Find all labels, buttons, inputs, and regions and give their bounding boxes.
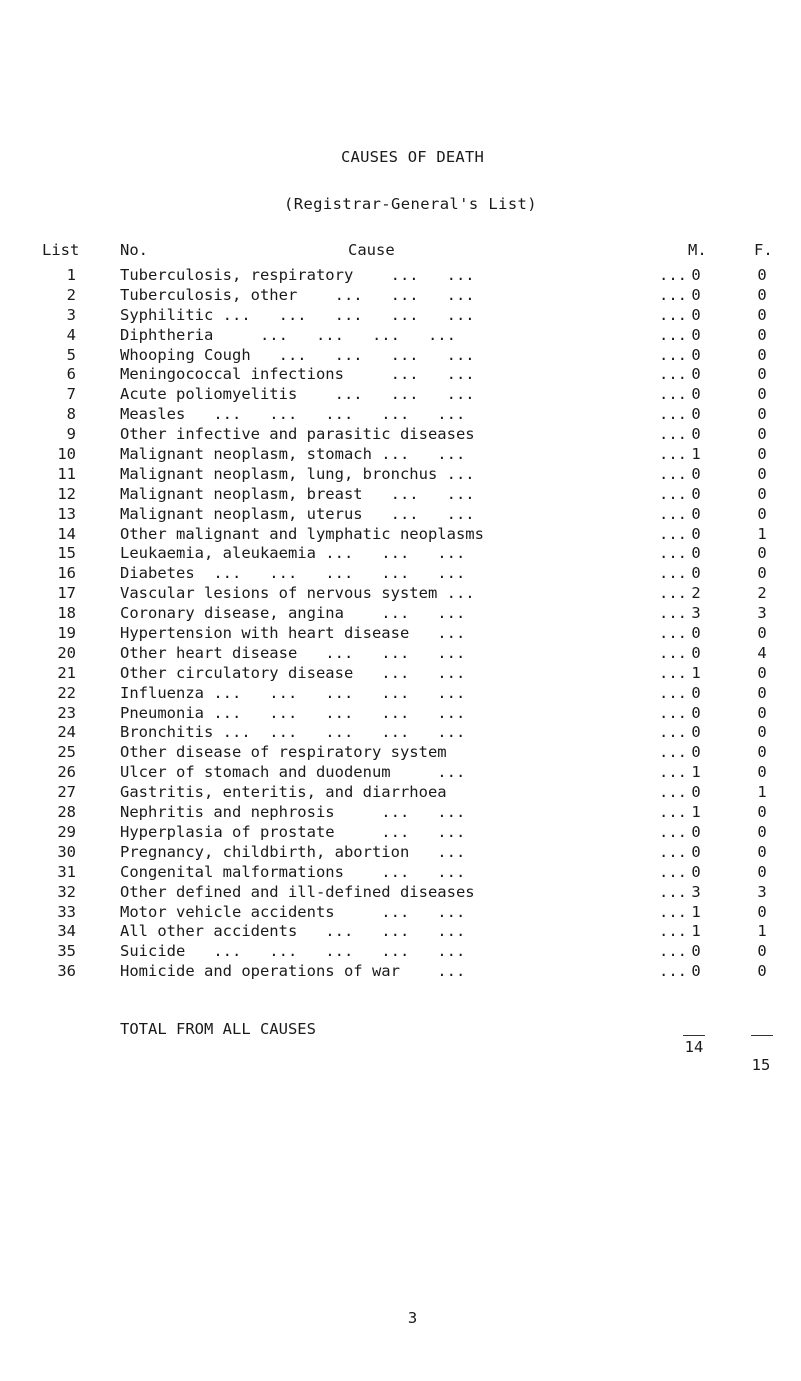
row-leader-dots: ... (659, 405, 687, 424)
table-row (0, 346, 801, 366)
total-male-underline (683, 1035, 705, 1036)
row-male-count: 0 (691, 643, 701, 662)
row-leader-dots: ... (659, 922, 687, 941)
row-leader-dots: ... (659, 504, 687, 523)
row-leader-dots: ... (659, 445, 687, 464)
row-cause: All other accidents ... ... ... (120, 922, 466, 941)
row-male-count: 3 (691, 882, 701, 901)
row-leader-dots: ... (659, 266, 687, 284)
total-female: 15 (751, 1056, 771, 1074)
row-female-count: 0 (757, 266, 767, 284)
row-male-count: 3 (691, 604, 701, 623)
row-female-count: 0 (757, 484, 767, 503)
row-leader-dots: ... (659, 624, 687, 643)
row-list-number: 10 (57, 445, 76, 464)
row-leader-dots: ... (659, 285, 687, 304)
row-male-count: 0 (691, 723, 701, 742)
row-leader-dots: ... (659, 803, 687, 822)
row-female-count: 0 (757, 504, 767, 523)
row-male-count: 0 (691, 266, 701, 284)
row-male-count: 0 (691, 425, 701, 444)
row-female-count: 0 (757, 683, 767, 702)
total-male: 14 (684, 1038, 704, 1056)
row-male-count: 1 (691, 763, 701, 782)
table-row (0, 843, 801, 863)
row-male-count: 0 (691, 942, 701, 961)
row-cause: Ulcer of stomach and duodenum ... (120, 763, 466, 782)
row-cause: Malignant neoplasm, breast ... ... (120, 484, 475, 503)
table-row (0, 604, 801, 624)
row-female-count: 1 (757, 524, 767, 543)
row-cause: Pregnancy, childbirth, abortion ... (120, 842, 466, 861)
row-female-count: 0 (757, 663, 767, 682)
row-male-count: 0 (691, 484, 701, 503)
row-male-count: 0 (691, 405, 701, 424)
table-row (0, 266, 801, 286)
header-list: List (42, 241, 80, 259)
table-row (0, 405, 801, 425)
row-leader-dots: ... (659, 425, 687, 444)
table-row (0, 883, 801, 903)
row-list-number: 29 (57, 822, 76, 841)
header-female: F. (754, 241, 773, 259)
row-female-count: 3 (757, 604, 767, 623)
table-row (0, 723, 801, 743)
row-female-count: 0 (757, 624, 767, 643)
row-cause: Other malignant and lymphatic neoplasms (120, 524, 484, 543)
row-male-count: 0 (691, 962, 701, 981)
row-list-number: 18 (57, 604, 76, 623)
table-row (0, 525, 801, 545)
row-leader-dots: ... (659, 763, 687, 782)
row-cause: Hyperplasia of prostate ... ... (120, 822, 466, 841)
row-leader-dots: ... (659, 584, 687, 603)
row-leader-dots: ... (659, 544, 687, 563)
row-female-count: 0 (757, 305, 767, 324)
table-row (0, 803, 801, 823)
header-no: No. (120, 241, 148, 259)
row-cause: Measles ... ... ... ... ... (120, 405, 466, 424)
row-female-count: 0 (757, 385, 767, 404)
row-female-count: 0 (757, 564, 767, 583)
row-male-count: 0 (691, 305, 701, 324)
table-row (0, 465, 801, 485)
row-leader-dots: ... (659, 962, 687, 981)
row-list-number: 6 (66, 365, 76, 384)
row-female-count: 1 (757, 783, 767, 802)
row-cause: Leukaemia, aleukaemia ... ... ... (120, 544, 466, 563)
row-female-count: 0 (757, 842, 767, 861)
row-list-number: 22 (57, 683, 76, 702)
row-list-number: 7 (66, 385, 76, 404)
row-cause: Acute poliomyelitis ... ... ... (120, 385, 475, 404)
row-cause: Pneumonia ... ... ... ... ... (120, 703, 466, 722)
row-leader-dots: ... (659, 822, 687, 841)
row-female-count: 0 (757, 365, 767, 384)
table-row (0, 365, 801, 385)
table-row (0, 942, 801, 962)
row-leader-dots: ... (659, 902, 687, 921)
row-male-count: 0 (691, 783, 701, 802)
table-row (0, 763, 801, 783)
row-female-count: 0 (757, 464, 767, 483)
row-list-number: 4 (66, 325, 76, 344)
row-male-count: 0 (691, 624, 701, 643)
row-cause: Homicide and operations of war ... (120, 962, 466, 981)
row-list-number: 34 (57, 922, 76, 941)
row-male-count: 0 (691, 464, 701, 483)
row-list-number: 8 (66, 405, 76, 424)
row-female-count: 3 (757, 882, 767, 901)
row-cause: Suicide ... ... ... ... ... (120, 942, 466, 961)
row-female-count: 0 (757, 822, 767, 841)
row-list-number: 31 (57, 862, 76, 881)
table-header (0, 241, 801, 263)
row-male-count: 0 (691, 385, 701, 404)
row-leader-dots: ... (659, 882, 687, 901)
table-row (0, 903, 801, 923)
row-list-number: 12 (57, 484, 76, 503)
table-row (0, 564, 801, 584)
row-leader-dots: ... (659, 604, 687, 623)
row-list-number: 23 (57, 703, 76, 722)
row-leader-dots: ... (659, 464, 687, 483)
row-list-number: 14 (57, 524, 76, 543)
table-row (0, 544, 801, 564)
row-female-count: 0 (757, 425, 767, 444)
row-cause: Other infective and parasitic diseases (120, 425, 475, 444)
row-leader-dots: ... (659, 564, 687, 583)
row-female-count: 0 (757, 803, 767, 822)
row-female-count: 0 (757, 445, 767, 464)
table-row (0, 863, 801, 883)
row-male-count: 1 (691, 922, 701, 941)
row-leader-dots: ... (659, 643, 687, 662)
row-leader-dots: ... (659, 862, 687, 881)
row-male-count: 0 (691, 564, 701, 583)
row-list-number: 33 (57, 902, 76, 921)
row-cause: Gastritis, enteritis, and diarrhoea (120, 783, 447, 802)
page-subtitle: (Registrar-General's List) (283, 195, 538, 213)
row-list-number: 2 (66, 285, 76, 304)
row-cause: Malignant neoplasm, lung, bronchus ... (120, 464, 475, 483)
table-row (0, 664, 801, 684)
row-cause: Bronchitis ... ... ... ... ... (120, 723, 466, 742)
table-row (0, 644, 801, 664)
row-female-count: 0 (757, 962, 767, 981)
row-cause: Influenza ... ... ... ... ... (120, 683, 466, 702)
row-female-count: 0 (757, 325, 767, 344)
row-list-number: 35 (57, 942, 76, 961)
row-cause: Other defined and ill-defined diseases (120, 882, 475, 901)
row-list-number: 5 (66, 345, 76, 364)
row-leader-dots: ... (659, 305, 687, 324)
table-row (0, 326, 801, 346)
row-male-count: 1 (691, 803, 701, 822)
row-cause: Vascular lesions of nervous system ... (120, 584, 475, 603)
row-list-number: 28 (57, 803, 76, 822)
row-list-number: 36 (57, 962, 76, 981)
row-list-number: 15 (57, 544, 76, 563)
row-female-count: 0 (757, 743, 767, 762)
row-cause: Other heart disease ... ... ... (120, 643, 466, 662)
row-male-count: 0 (691, 703, 701, 722)
row-cause: Diphtheria ... ... ... ... (120, 325, 456, 344)
page-title: CAUSES OF DEATH (341, 148, 484, 166)
row-leader-dots: ... (659, 484, 687, 503)
table-row (0, 425, 801, 445)
row-leader-dots: ... (659, 663, 687, 682)
row-male-count: 0 (691, 544, 701, 563)
row-list-number: 13 (57, 504, 76, 523)
row-list-number: 25 (57, 743, 76, 762)
row-male-count: 0 (691, 325, 701, 344)
row-cause: Coronary disease, angina ... ... (120, 604, 466, 623)
page-number: 3 (407, 1309, 418, 1327)
row-male-count: 0 (691, 365, 701, 384)
row-female-count: 0 (757, 723, 767, 742)
row-list-number: 11 (57, 464, 76, 483)
row-cause: Hypertension with heart disease ... (120, 624, 466, 643)
row-leader-dots: ... (659, 703, 687, 722)
row-female-count: 0 (757, 703, 767, 722)
table-row (0, 505, 801, 525)
row-list-number: 3 (66, 305, 76, 324)
row-female-count: 4 (757, 643, 767, 662)
row-female-count: 0 (757, 544, 767, 563)
row-leader-dots: ... (659, 365, 687, 384)
causes-table (0, 266, 801, 982)
header-cause: Cause (348, 241, 395, 259)
row-leader-dots: ... (659, 743, 687, 762)
row-female-count: 0 (757, 405, 767, 424)
row-cause: Nephritis and nephrosis ... ... (120, 803, 466, 822)
row-cause: Whooping Cough ... ... ... ... (120, 345, 475, 364)
row-male-count: 1 (691, 663, 701, 682)
row-cause: Tuberculosis, other ... ... ... (120, 285, 475, 304)
row-male-count: 0 (691, 743, 701, 762)
row-cause: Other circulatory disease ... ... (120, 663, 466, 682)
row-list-number: 1 (66, 266, 76, 284)
row-cause: Diabetes ... ... ... ... ... (120, 564, 466, 583)
row-cause: Other disease of respiratory system (120, 743, 447, 762)
table-row (0, 922, 801, 942)
row-cause: Syphilitic ... ... ... ... ... (120, 305, 475, 324)
row-leader-dots: ... (659, 783, 687, 802)
row-male-count: 0 (691, 822, 701, 841)
header-male: M. (688, 241, 707, 259)
row-cause: Meningococcal infections ... ... (120, 365, 475, 384)
table-row (0, 445, 801, 465)
table-row (0, 584, 801, 604)
row-cause: Tuberculosis, respiratory ... ... (120, 266, 475, 284)
row-cause: Malignant neoplasm, uterus ... ... (120, 504, 475, 523)
row-female-count: 0 (757, 862, 767, 881)
row-female-count: 0 (757, 942, 767, 961)
row-female-count: 1 (757, 922, 767, 941)
row-leader-dots: ... (659, 325, 687, 344)
row-list-number: 24 (57, 723, 76, 742)
row-male-count: 0 (691, 842, 701, 861)
table-row (0, 485, 801, 505)
row-male-count: 0 (691, 504, 701, 523)
row-leader-dots: ... (659, 524, 687, 543)
row-cause: Congenital malformations ... ... (120, 862, 466, 881)
row-list-number: 17 (57, 584, 76, 603)
row-female-count: 0 (757, 902, 767, 921)
row-male-count: 1 (691, 902, 701, 921)
row-list-number: 27 (57, 783, 76, 802)
row-leader-dots: ... (659, 723, 687, 742)
table-row (0, 704, 801, 724)
table-row (0, 385, 801, 405)
total-label: TOTAL FROM ALL CAUSES (120, 1020, 316, 1038)
row-male-count: 0 (691, 524, 701, 543)
row-male-count: 2 (691, 584, 701, 603)
row-male-count: 1 (691, 445, 701, 464)
table-row (0, 823, 801, 843)
table-row (0, 783, 801, 803)
total-row (0, 1002, 801, 1074)
table-row (0, 962, 801, 982)
row-male-count: 0 (691, 285, 701, 304)
row-leader-dots: ... (659, 942, 687, 961)
row-list-number: 16 (57, 564, 76, 583)
row-female-count: 0 (757, 345, 767, 364)
row-list-number: 26 (57, 763, 76, 782)
row-leader-dots: ... (659, 683, 687, 702)
row-list-number: 19 (57, 624, 76, 643)
table-row (0, 624, 801, 644)
row-male-count: 0 (691, 345, 701, 364)
row-list-number: 20 (57, 643, 76, 662)
row-male-count: 0 (691, 862, 701, 881)
row-female-count: 0 (757, 763, 767, 782)
table-row (0, 286, 801, 306)
row-list-number: 32 (57, 882, 76, 901)
row-list-number: 21 (57, 663, 76, 682)
table-row (0, 306, 801, 326)
row-leader-dots: ... (659, 345, 687, 364)
row-cause: Malignant neoplasm, stomach ... ... (120, 445, 466, 464)
row-list-number: 30 (57, 842, 76, 861)
row-male-count: 0 (691, 683, 701, 702)
row-female-count: 2 (757, 584, 767, 603)
row-female-count: 0 (757, 285, 767, 304)
row-list-number: 9 (66, 425, 76, 444)
table-row (0, 684, 801, 704)
row-leader-dots: ... (659, 842, 687, 861)
row-cause: Motor vehicle accidents ... ... (120, 902, 466, 921)
total-female-underline (751, 1035, 773, 1036)
table-row (0, 743, 801, 763)
row-leader-dots: ... (659, 385, 687, 404)
